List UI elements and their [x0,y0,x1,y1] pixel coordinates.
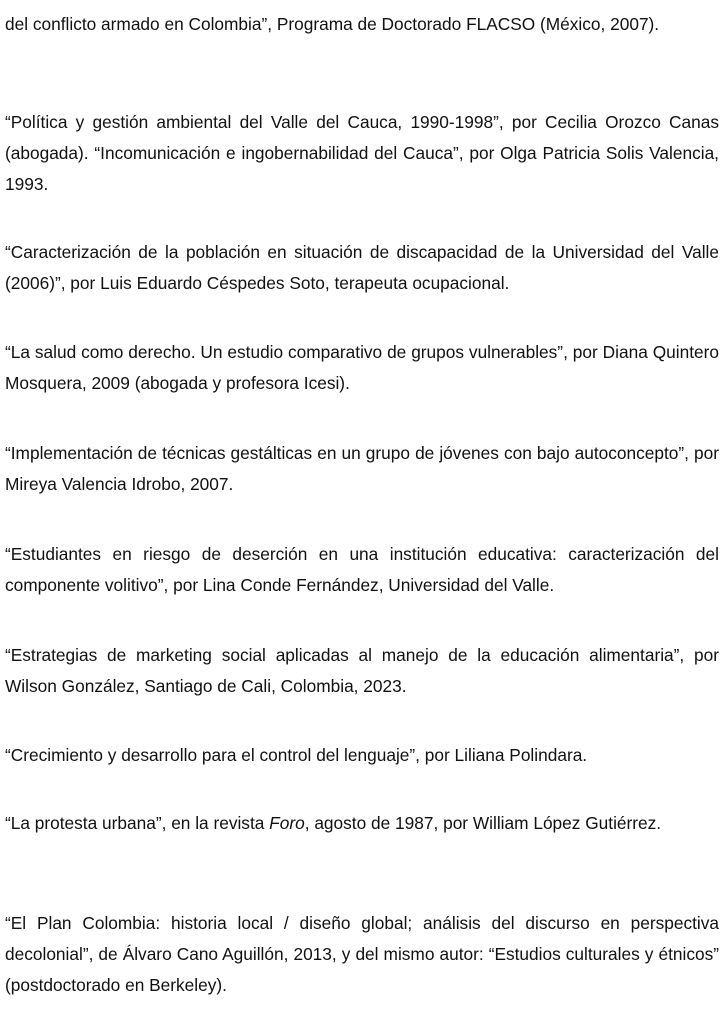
journal-title-italic: Foro [269,813,305,833]
paragraph-reference: “Política y gestión ambiental del Valle del Cauca, 1990-1998”, por Cecilia Orozco Canas (abogada). “Incomunicación e ingobernabilidad del Cauca”, por Olga Patricia Solis Valencia, 1993. [5,112,719,194]
paragraph-text-before: “La protesta urbana”, en la revista [5,813,270,833]
paragraph-reference: “Caracterización de la población en situación de discapacidad de la Universidad del Valle (2006)”, por Luis Eduardo Céspedes Soto, terapeuta ocupacional. [5,242,719,293]
paragraph-text-after: , agosto de 1987, por William López Gutiérrez. [304,813,662,833]
paragraph-reference [5,808,719,839]
paragraph-reference: “El Plan Colombia: historia local / diseño global; análisis del discurso en perspectiva decolonial”, de Álvaro Cano Aguillón, 2013, y del mismo autor: “Estudios culturales y étnicos” (postdoctorado en Berkeley). [5,913,719,995]
paragraph-reference-continuation: del conflicto armado en Colombia”, Programa de Doctorado FLACSO (México, 2007). [5,14,660,34]
paragraph-reference: “Implementación de técnicas gestálticas en un grupo de jóvenes con bajo autoconcepto”, por Mireya Valencia Idrobo, 2007. [5,443,719,494]
paragraph-reference: “Estudiantes en riesgo de deserción en una institución educativa: caracterización del componente volitivo”, por Lina Conde Fernández, Universidad del Valle. [5,544,719,595]
paragraph-reference: “Crecimiento y desarrollo para el control del lenguaje”, por Liliana Polindara. [5,745,588,765]
paragraph-reference: “La salud como derecho. Un estudio comparativo de grupos vulnerables”, por Diana Quintero Mosquera, 2009 (abogada y profesora Icesi). [5,342,719,393]
paragraph-reference: “Estrategias de marketing social aplicadas al manejo de la educación alimentaria”, por Wilson González, Santiago de Cali, Colombia, 2023. [5,645,719,696]
